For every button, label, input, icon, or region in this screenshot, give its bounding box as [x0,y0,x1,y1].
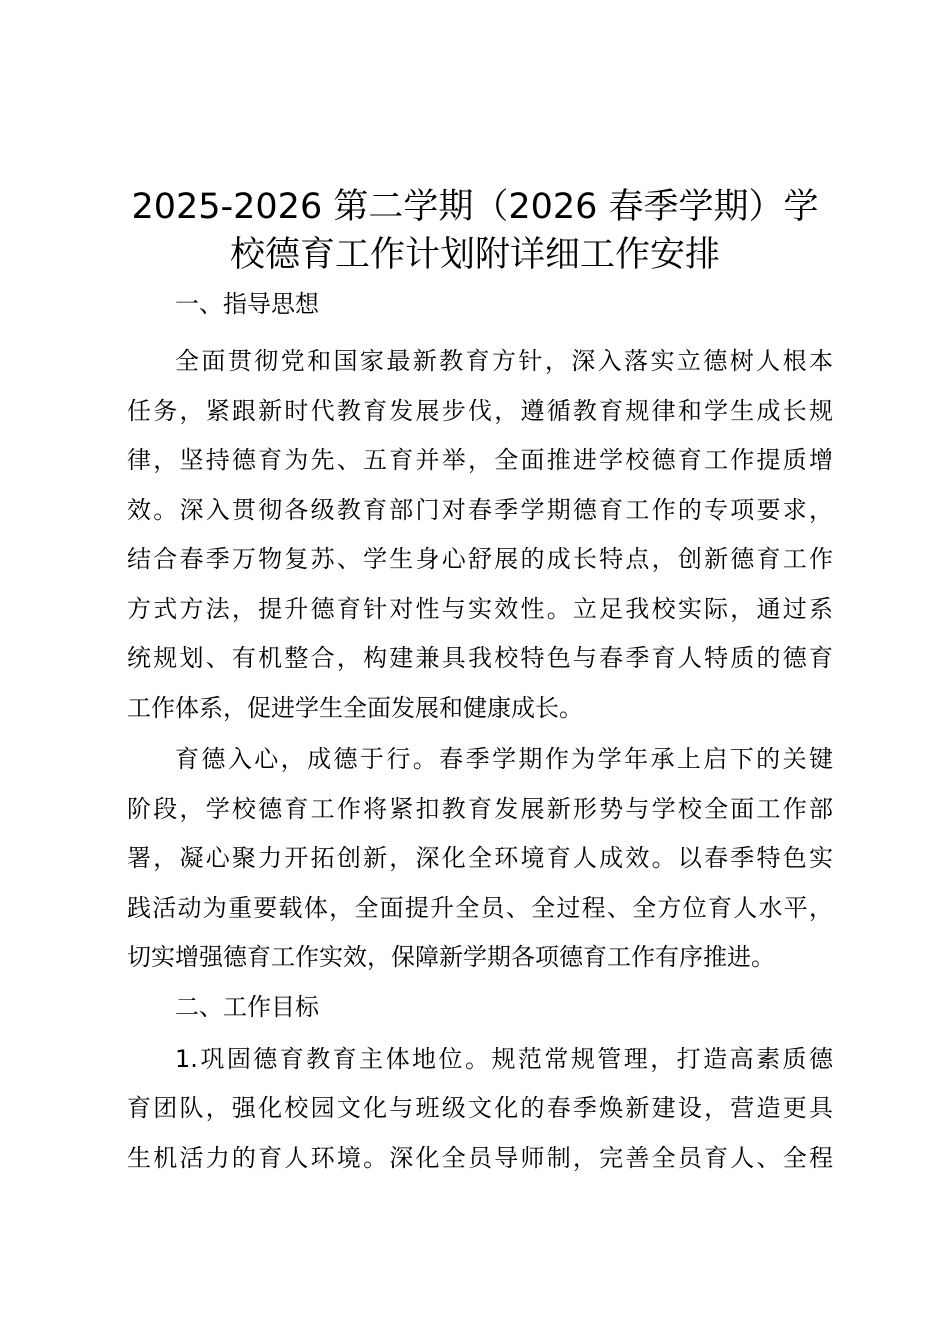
paragraph-line: 生机活力的育人环境。深化全员导师制，完善全员育人、全程 [127,1143,833,1172]
paragraph-guiding-ideology-2 [127,735,833,983]
paragraph-guiding-ideology-1 [127,337,833,733]
paragraph-work-goals-1 [127,1035,833,1184]
paragraph-line: 践活动为重要载体，全面提升全员、全过程、全方位育人水平， [127,893,833,922]
paragraph-line: 统规划、有机整合，构建兼具我校特色与春季育人特质的德育 [127,644,833,672]
title-line-1: 2025-2026 第二学期（2026 春季学期）学 [131,187,819,227]
paragraph-line: 署，凝心聚力开拓创新，深化全环境育人成效。以春季特色实 [127,844,833,872]
section-heading-guiding-ideology: 一、指导思想 [175,290,319,318]
paragraph-line: 效。深入贯彻各级教育部门对春季学期德育工作的专项要求， [127,495,833,524]
paragraph-line: 律，坚持德育为先、五育并举，全面推进学校德育工作提质增 [127,446,833,474]
paragraph-line: 方式方法，提升德育针对性与实效性。立足我校实际，通过系 [127,594,833,623]
document-body [127,282,833,1183]
paragraph-line: 阶段，学校德育工作将紧扣教育发展新形势与学校全面工作部 [127,794,833,823]
paragraph-line: 育团队，强化校园文化与班级文化的春季焕新建设，营造更具 [127,1094,833,1122]
title-line-2: 校德育工作计划附详细工作安排 [229,235,720,275]
paragraph-line: 工作体系，促进学生全面发展和健康成长。 [127,693,583,722]
paragraph-line: 任务，紧跟新时代教育发展步伐，遵循教育规律和学生成长规 [127,396,833,425]
paragraph-line: 全面贯彻党和国家最新教育方针，深入落实立德树人根本 [175,347,833,375]
paragraph-line: 结合春季万物复苏、学生身心舒展的成长特点，创新德育工作 [127,545,833,573]
paragraph-line: 1.巩固德育教育主体地位。规范常规管理，打造高素质德 [175,1044,833,1073]
paragraph-line: 育德入心，成德于行。春季学期作为学年承上启下的关键 [175,745,833,773]
document-title [120,183,830,279]
section-heading-work-goals: 二、工作目标 [175,992,319,1021]
paragraph-line: 切实增强德育工作实效，保障新学期各项德育工作有序推进。 [127,943,775,971]
